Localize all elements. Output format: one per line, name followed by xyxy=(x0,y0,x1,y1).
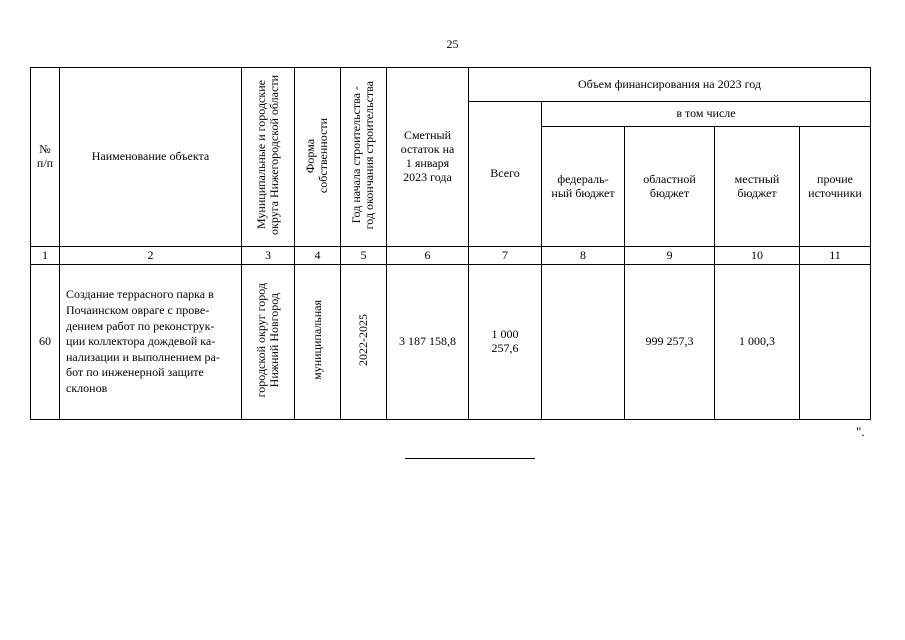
row-total: 1 000 257,6 xyxy=(469,265,542,420)
row-regional: 999 257,3 xyxy=(625,265,715,420)
header-federal: федераль- ный бюджет xyxy=(542,127,625,247)
column-number: 4 xyxy=(295,247,341,265)
row-municipality: городской округ город Нижний Новгород xyxy=(242,265,295,420)
column-number: 9 xyxy=(625,247,715,265)
separator-line xyxy=(405,458,535,459)
row-local: 1 000,3 xyxy=(715,265,800,420)
row-years: 2022-2025 xyxy=(341,265,387,420)
column-number: 1 xyxy=(31,247,60,265)
row-ownership: муниципальная xyxy=(295,265,341,420)
page-number: 25 xyxy=(446,37,459,51)
column-number: 7 xyxy=(469,247,542,265)
closing-quote: ". xyxy=(856,424,865,439)
row-federal xyxy=(542,265,625,420)
column-number-row xyxy=(31,247,871,265)
header-other: прочие источники xyxy=(800,127,871,247)
table-row xyxy=(31,265,871,420)
column-number: 11 xyxy=(800,247,871,265)
header-total: Всего xyxy=(469,102,542,247)
column-number: 3 xyxy=(242,247,295,265)
header-ownership: Форма собственности xyxy=(295,68,341,247)
header-local: местный бюджет xyxy=(715,127,800,247)
column-number: 8 xyxy=(542,247,625,265)
header-years: Год начала строительства - год окончания строительства xyxy=(341,68,387,247)
row-object-name: Создание террасного парка в Почаинском овраге с прове- дением работ по реконструк- ции коллектора дождевой ка- нализации и выполнением ра- бот по инженерной защите склонов xyxy=(60,265,242,420)
header-municipality: Муниципальные и городские округа Нижегородской области xyxy=(242,68,295,247)
header-name: Наименование объекта xyxy=(60,68,242,247)
header-including: в том числе xyxy=(542,102,871,127)
row-num: 60 xyxy=(31,265,60,420)
row-estimate: 3 187 158,8 xyxy=(387,265,469,420)
column-number: 5 xyxy=(341,247,387,265)
column-number: 6 xyxy=(387,247,469,265)
column-number: 10 xyxy=(715,247,800,265)
header-financing: Объем финансирования на 2023 год xyxy=(469,68,871,102)
header-estimate: Сметный остаток на 1 января 2023 года xyxy=(387,68,469,247)
row-other xyxy=(800,265,871,420)
financing-table xyxy=(30,67,871,420)
header-num: № п/п xyxy=(31,68,60,247)
column-number: 2 xyxy=(60,247,242,265)
header-regional: областной бюджет xyxy=(625,127,715,247)
